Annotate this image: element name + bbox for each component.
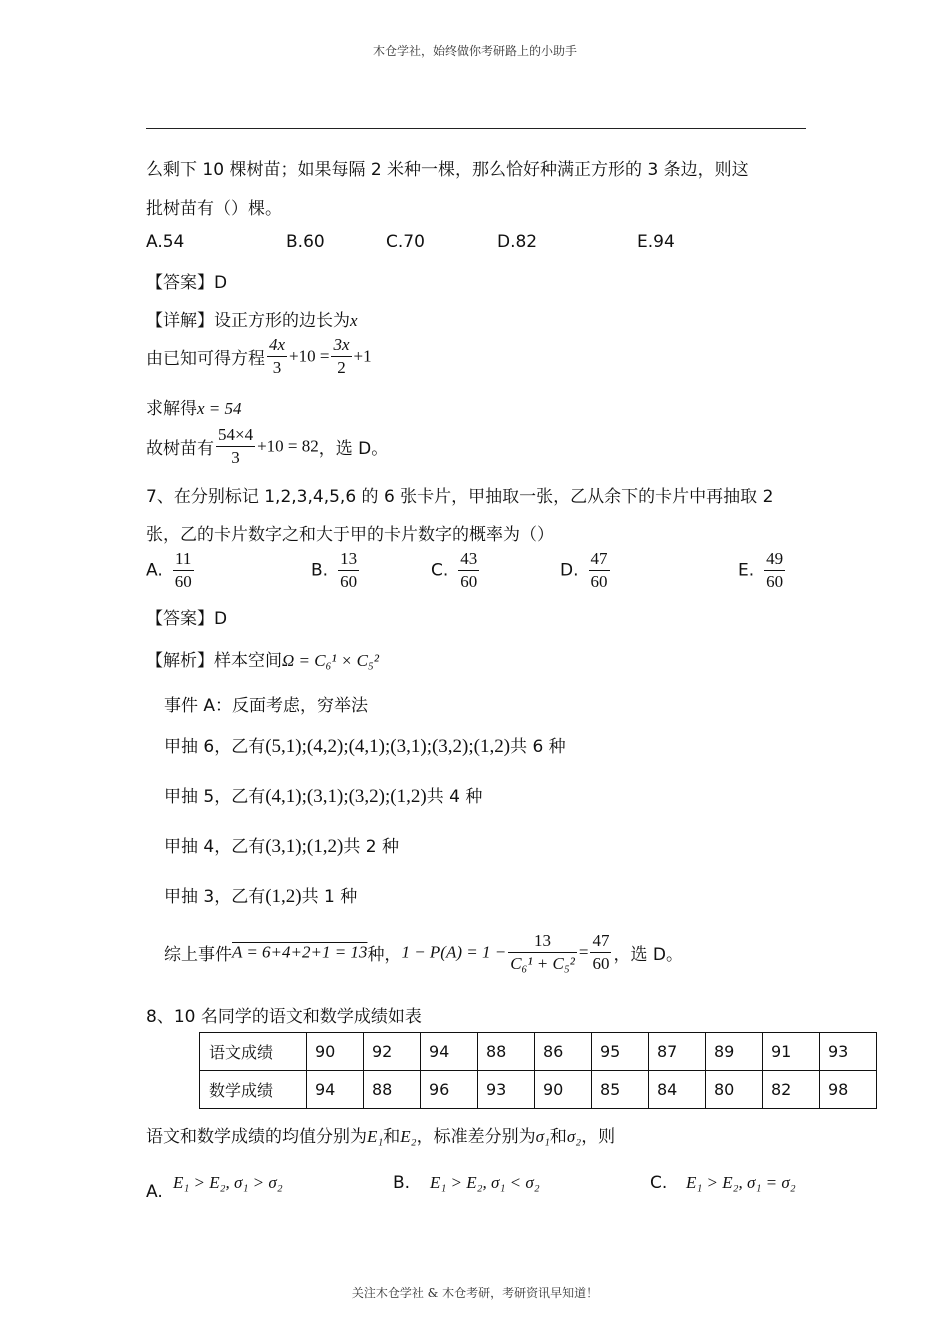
q7-option-e-den: 60 — [766, 572, 784, 591]
q6-trees-end: +10 = 82 — [257, 436, 319, 456]
q7-option-a — [146, 548, 196, 593]
q8-question-b: ，标准差分别为 — [416, 1127, 536, 1147]
table-row-label: 语文成绩 — [200, 1033, 307, 1071]
q6-trees-den: 3 — [231, 448, 240, 467]
q7-summary-fden: 60 — [592, 954, 610, 973]
q7-case6 — [164, 732, 566, 758]
q6-solve-prefix: 求解得 — [146, 399, 197, 419]
table-cell: 94 — [421, 1033, 478, 1071]
table-cell: 89 — [706, 1033, 763, 1071]
q8-s1: σ₁ — [535, 1127, 550, 1146]
q6-detail-prefix: 【详解】设正方形的边长为 — [146, 311, 350, 331]
q7-option-b-den: 60 — [340, 572, 358, 591]
q7-analysis-prefix: 【解析】样本空间 — [146, 651, 282, 671]
q6-option-a: A.54 — [146, 232, 185, 252]
q8-and1: 和 — [383, 1127, 401, 1147]
table-cell: 91 — [763, 1033, 820, 1071]
table-cell: 96 — [421, 1071, 478, 1109]
q6-answer: 【答案】D — [146, 273, 228, 293]
table-cell: 87 — [649, 1033, 706, 1071]
table-cell: 92 — [364, 1033, 421, 1071]
q7-case5 — [164, 782, 482, 808]
q7-case5-pairs: (4,1);(3,1);(3,2);(1,2) — [265, 786, 427, 807]
q7-case5-suffix: 共 4 种 — [426, 787, 483, 807]
q6-trees-num: 54×4 — [216, 424, 255, 447]
q8-option-a-label: A. — [146, 1182, 163, 1202]
table-cell: 98 — [820, 1071, 877, 1109]
q6-trees-suffix: ，选 D。 — [318, 439, 389, 459]
q7-option-a-den: 60 — [174, 572, 192, 591]
q7-case3-suffix: 共 1 种 — [301, 887, 358, 907]
q6-trees-prefix: 故树苗有 — [146, 439, 214, 459]
q7-summary-eq: A = 6+4+2+1 = 13 — [232, 942, 368, 962]
q8-line1: 8、10 名同学的语文和数学成绩如表 — [146, 1007, 422, 1027]
q7-summary — [164, 930, 683, 975]
q7-option-b — [311, 548, 361, 593]
q6-eq-mid: +10 = — [289, 346, 330, 366]
q7-case5-prefix: 甲抽 5，乙有 — [164, 787, 266, 807]
q7-line1: 7、在分别标记 1,2,3,4,5,6 的 6 张卡片，甲抽取一张，乙从余下的卡片中再抽取 2 — [146, 487, 774, 507]
q6-trees-frac — [216, 424, 255, 469]
q7-option-a-label: A. — [146, 560, 163, 581]
q7-event: 事件 A：反面考虑，穷举法 — [164, 696, 369, 716]
q7-case6-prefix: 甲抽 6，乙有 — [164, 737, 266, 757]
q7-case6-pairs: (5,1);(4,2);(4,1);(3,1);(3,2);(1,2) — [265, 736, 511, 757]
scores-table — [199, 1032, 877, 1109]
q8-question — [146, 1122, 615, 1147]
table-cell: 80 — [706, 1071, 763, 1109]
q7-line2: 张，乙的卡片数字之和大于甲的卡片数字的概率为（） — [146, 525, 554, 545]
q7-option-e-label: E. — [738, 560, 755, 581]
q7-analysis — [146, 646, 379, 671]
q6-equation — [146, 334, 372, 379]
q8-option-a-expr: E₁ > E₂, σ₁ > σ₂ — [173, 1173, 283, 1192]
q7-option-d-den: 60 — [590, 572, 608, 591]
q8-option-b-label: B. — [393, 1173, 411, 1193]
table-cell: 84 — [649, 1071, 706, 1109]
q6-line1: 么剩下 10 棵树苗；如果每隔 2 米种一棵，那么恰好种满正方形的 3 条边，则这 — [146, 160, 749, 180]
q6-option-c: C.70 — [386, 232, 425, 252]
page-footer: 关注木仓学社 & 木仓考研，考研资讯早知道！ — [351, 1286, 599, 1300]
q8-option-c-expr: E₁ > E₂, σ₁ = σ₂ — [686, 1173, 796, 1192]
q7-option-b-label: B. — [311, 560, 329, 581]
q6-eq-frac1-num: 4x — [267, 334, 287, 357]
q7-summary-mid: 种， — [367, 945, 402, 965]
q7-summary-p: 1 − P(A) = 1 − — [401, 942, 507, 962]
q7-option-d-num: 47 — [589, 548, 610, 571]
q7-option-b-num: 13 — [338, 548, 359, 571]
q8-and2: 和 — [549, 1127, 567, 1147]
table-cell: 88 — [478, 1033, 535, 1071]
q7-summary-fnum: 47 — [590, 930, 611, 953]
q6-eq-end: +1 — [353, 346, 372, 366]
q7-case3 — [164, 882, 357, 908]
q6-eq-frac1 — [267, 334, 287, 379]
q7-option-d — [560, 548, 612, 593]
table-row-label: 数学成绩 — [200, 1071, 307, 1109]
q6-eq-frac2 — [331, 334, 351, 379]
q8-option-c-label: C. — [650, 1173, 668, 1193]
q7-option-c — [431, 548, 481, 593]
q6-solve-eq: x = 54 — [197, 399, 242, 418]
q6-line2: 批树苗有（）棵。 — [146, 199, 282, 219]
q6-eq-prefix: 由已知可得方程 — [146, 349, 265, 369]
q6-solve — [146, 394, 242, 419]
q7-summary-suffix: ，选 D。 — [613, 945, 683, 965]
q8-option-b-expr: E₁ > E₂, σ₁ < σ₂ — [430, 1173, 540, 1192]
q7-summary-num: 13 — [508, 930, 577, 953]
q6-option-d: D.82 — [497, 232, 538, 252]
q7-case4-suffix: 共 2 种 — [343, 837, 399, 857]
table-cell: 94 — [307, 1071, 364, 1109]
table-cell: 86 — [535, 1033, 592, 1071]
q6-option-b: B.60 — [286, 232, 325, 252]
q8-s2: σ₂ — [566, 1127, 582, 1146]
q7-option-c-den: 60 — [460, 572, 478, 591]
q7-case6-suffix: 共 6 种 — [510, 737, 566, 757]
q7-summary-den: C₆¹ + C₅² — [510, 954, 575, 973]
header-rule — [146, 128, 806, 129]
q7-option-c-label: C. — [431, 560, 449, 581]
q8-e1: E₁ — [367, 1127, 384, 1146]
q7-case3-prefix: 甲抽 3，乙有 — [164, 887, 266, 907]
table-cell: 93 — [820, 1033, 877, 1071]
q6-eq-frac1-den: 3 — [272, 358, 282, 377]
table-cell: 88 — [364, 1071, 421, 1109]
table-row — [200, 1071, 877, 1109]
q7-option-a-num: 11 — [173, 548, 194, 571]
q8-e2: E₂ — [400, 1127, 417, 1146]
q7-summary-eq2: = — [578, 942, 589, 962]
table-cell: 95 — [592, 1033, 649, 1071]
table-cell: 93 — [478, 1071, 535, 1109]
q8-question-a: 语文和数学成绩的均值分别为 — [146, 1127, 367, 1147]
q6-detail-var: x — [350, 311, 358, 330]
q6-option-e: E.94 — [637, 232, 675, 252]
table-cell: 85 — [592, 1071, 649, 1109]
q6-eq-frac2-num: 3x — [331, 334, 351, 357]
q7-option-c-num: 43 — [458, 548, 479, 571]
q6-eq-frac2-den: 2 — [337, 358, 346, 377]
table-cell: 90 — [535, 1071, 592, 1109]
q7-option-e — [738, 548, 787, 593]
q7-case3-pairs: (1,2) — [265, 886, 302, 907]
table-cell: 90 — [307, 1033, 364, 1071]
q7-case4-prefix: 甲抽 4，乙有 — [164, 837, 266, 857]
q6-detail — [146, 306, 358, 331]
q8-question-c: ，则 — [581, 1127, 616, 1147]
table-row — [200, 1033, 877, 1071]
table-cell: 82 — [763, 1071, 820, 1109]
q7-analysis-formula: Ω = C₆¹ × C₅² — [282, 651, 379, 670]
q7-answer: 【答案】D — [146, 609, 228, 629]
q6-trees — [146, 424, 388, 469]
q7-option-e-num: 49 — [764, 548, 785, 571]
q7-summary-prefix: 综上事件 — [164, 945, 232, 965]
q7-case4-pairs: (3,1);(1,2) — [265, 836, 344, 857]
q7-case4 — [164, 832, 399, 858]
page-header: 木仓学社，始终做你考研路上的小助手 — [372, 44, 577, 58]
q7-option-d-label: D. — [560, 560, 579, 581]
